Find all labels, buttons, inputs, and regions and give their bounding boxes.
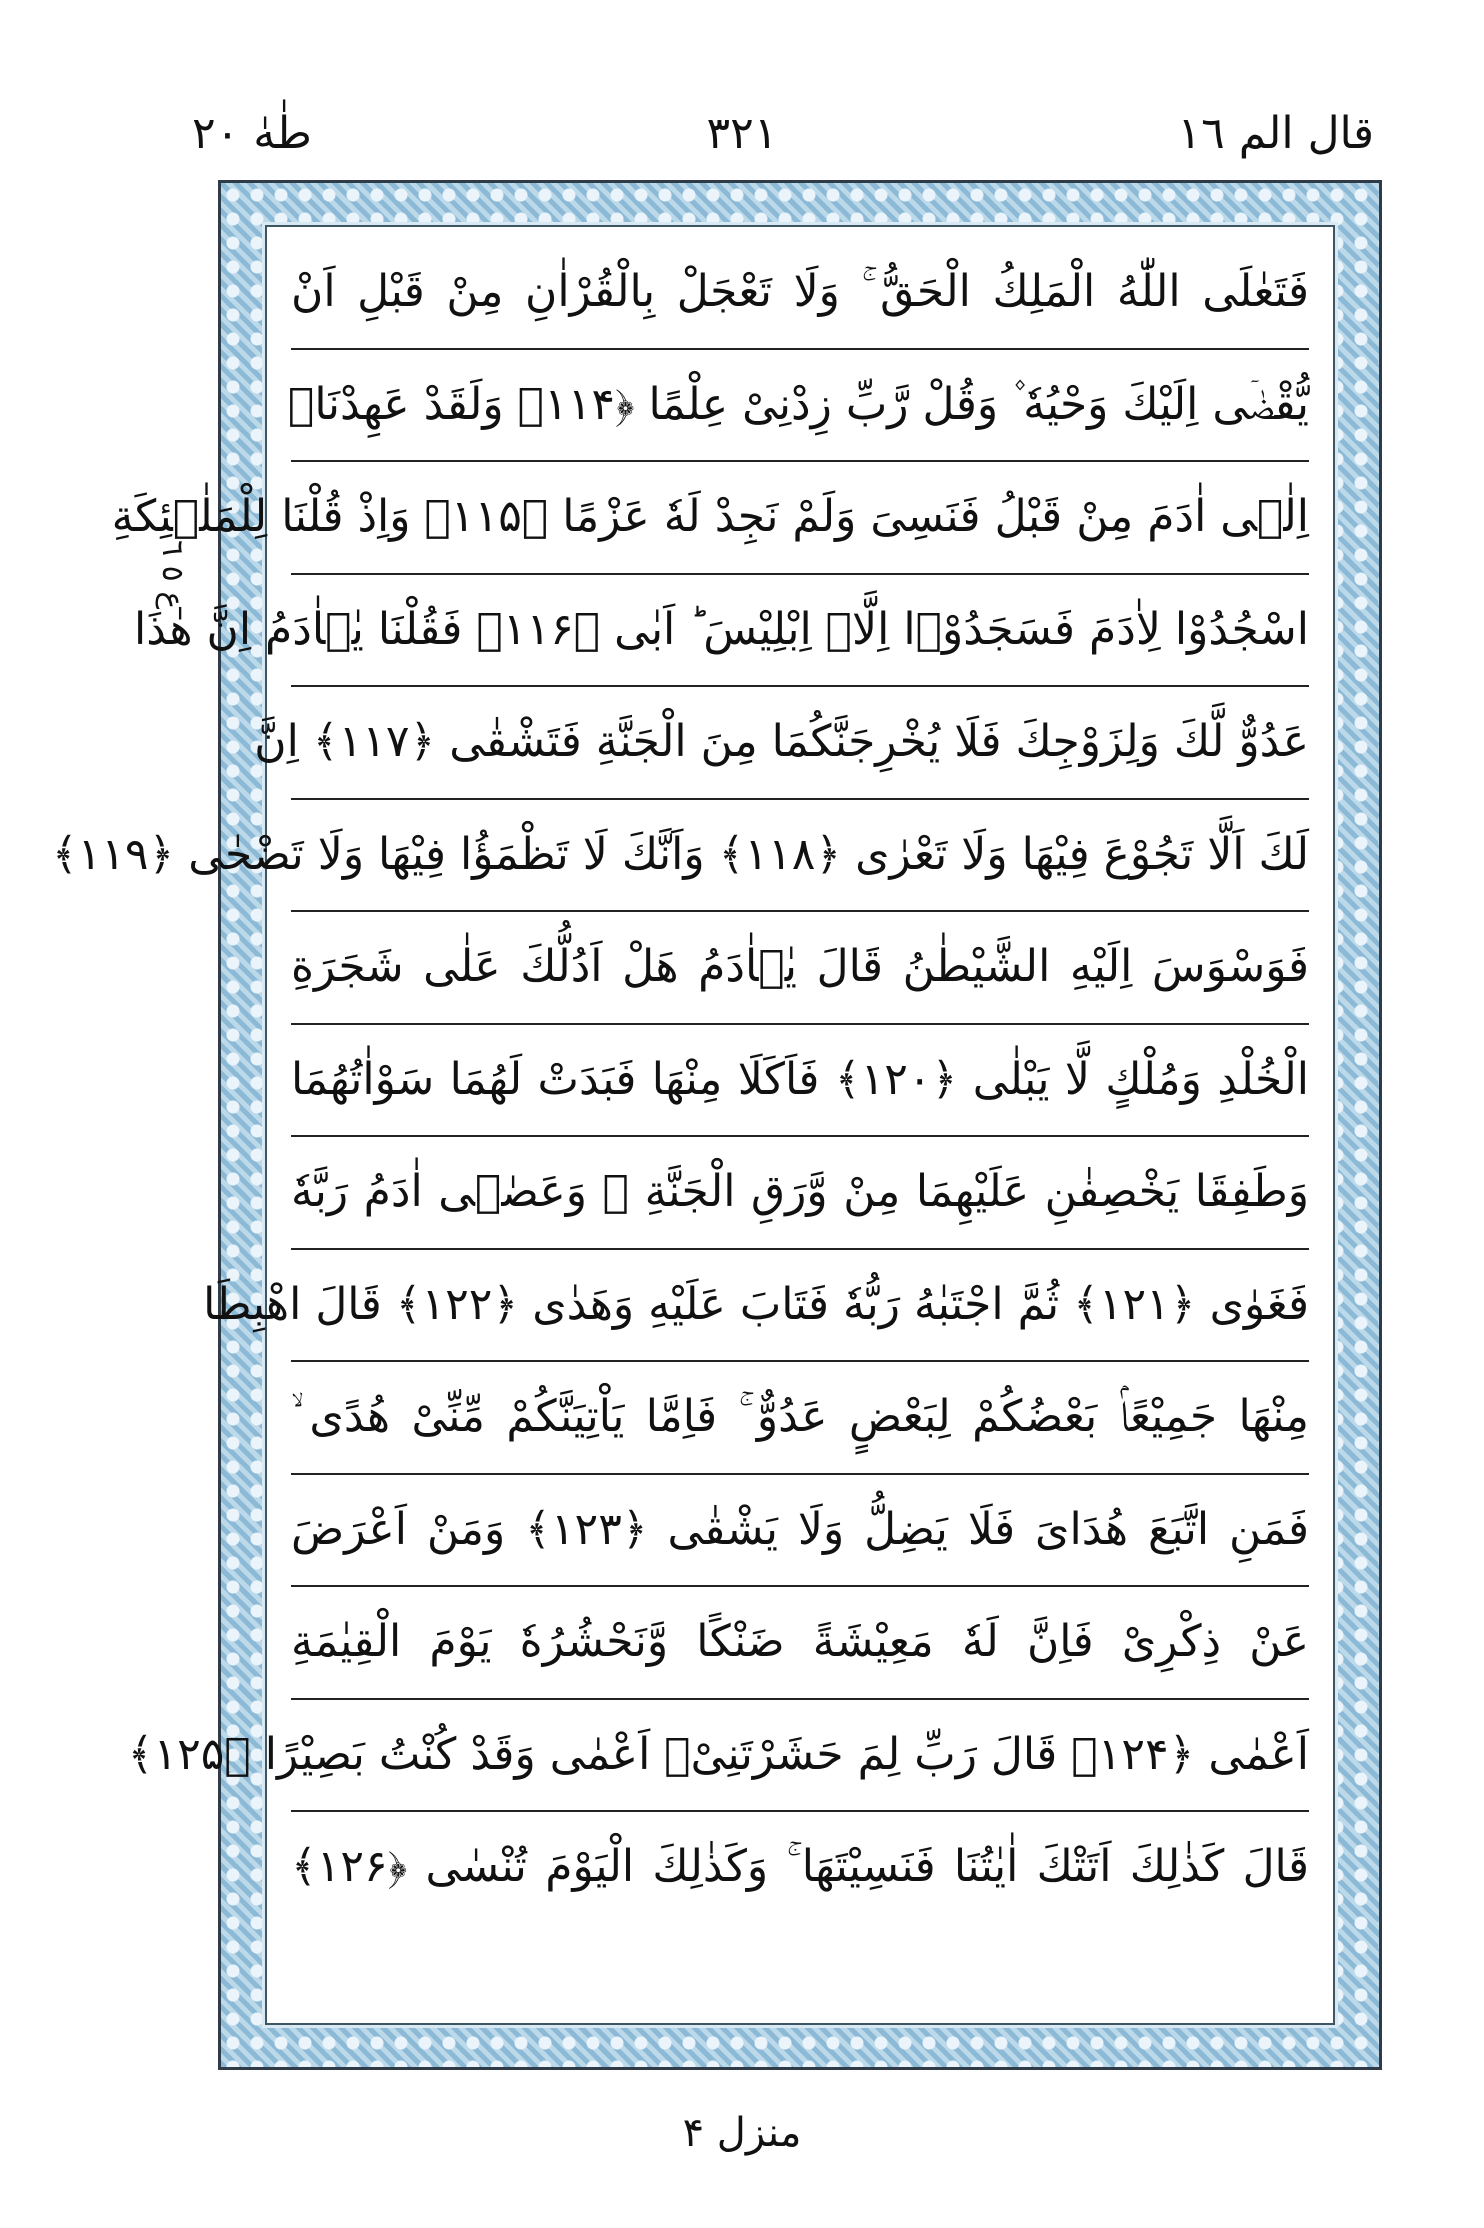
- verse-line: مِنْهَا جَمِيْعًاۢ بَعْضُكُمْ لِبَعْضٍ عَدُوٌّ ۚ فَاِمَّا يَاْتِيَنَّكُمْ مِّنِّىْ هُدًى ۙ: [291, 1362, 1309, 1475]
- verse-line: عَنْ ذِكْرِىْ فَاِنَّ لَهٗ مَعِيْشَةً ضَنْكًا وَّنَحْشُرُهٗ يَوْمَ الْقِيٰمَةِ: [291, 1587, 1309, 1700]
- verse-line: يُّقْضٰۤى اِلَيْكَ وَحْيُهٗ ۫ وَقُلْ رَّبِّ زِدْنِىْ عِلْمًا ﴿۱۱۴﴾ وَلَقَدْ عَهِدْنَاۤ: [291, 350, 1309, 463]
- verse-line: اسْجُدُوْا لِاٰدَمَ فَسَجَدُوْۤا اِلَّاۤ اِبْلِيْسَ ؕ اَبٰى ﴿۱۱۶﴾ فَقُلْنَا يٰۤاٰدَمُ اِنَّ هٰذَا: [291, 575, 1309, 688]
- verse-line: الْخُلْدِ وَمُلْكٍ لَّا يَبْلٰى ﴿۱۲۰﴾ فَاَكَلَا مِنْهَا فَبَدَتْ لَهُمَا سَوْاٰتُهُمَا: [291, 1025, 1309, 1138]
- ruku-marker: ع ٥ ٦: [155, 540, 190, 610]
- verse-line: قَالَ كَذٰلِكَ اَتَتْكَ اٰيٰتُنَا فَنَسِيْتَهَا ۚ وَكَذٰلِكَ الْيَوْمَ تُنْسٰى ﴿۱۲۶﴾: [291, 1841, 1309, 1892]
- verse-line: فَمَنِ اتَّبَعَ هُدَاىَ فَلَا يَضِلُّ وَلَا يَشْقٰى ﴿۱۲۳﴾ وَمَنْ اَعْرَضَ: [291, 1475, 1309, 1588]
- verse-line: وَطَفِقَا يَخْصِفٰنِ عَلَيْهِمَا مِنْ وَّرَقِ الْجَنَّةِ ۫ وَعَصٰۤى اٰدَمُ رَبَّهٗ: [291, 1137, 1309, 1250]
- verse-line: فَوَسْوَسَ اِلَيْهِ الشَّيْطٰنُ قَالَ يٰۤاٰدَمُ هَلْ اَدُلُّكَ عَلٰى شَجَرَةِ: [291, 912, 1309, 1025]
- verse-line: فَغَوٰى ﴿۱۲۱﴾ ثُمَّ اجْتَبٰهُ رَبُّهٗ فَتَابَ عَلَيْهِ وَهَدٰى ﴿۱۲۲﴾ قَالَ اهْبِطَا: [291, 1250, 1309, 1363]
- verse-line: اِلٰۤى اٰدَمَ مِنْ قَبْلُ فَنَسِىَ وَلَمْ نَجِدْ لَهٗ عَزْمًا ﴿۱۱۵﴾ وَاِذْ قُلْنَا لِلْمَلٰۤئِكَةِ: [291, 462, 1309, 575]
- page-number: ٣٢١: [706, 108, 778, 159]
- verse-line: لَكَ اَلَّا تَجُوْعَ فِيْهَا وَلَا تَعْرٰى ﴿۱۱۸﴾ وَاَنَّكَ لَا تَظْمَؤُا فِيْهَا وَلَا تَضْحٰى ﴿۱۱۹﴾: [291, 800, 1309, 913]
- surah-label: طٰهٰ ٢٠: [192, 108, 312, 159]
- verse-line: اَعْمٰى ﴿۱۲۴﴾ قَالَ رَبِّ لِمَ حَشَرْتَنِىْۤ اَعْمٰى وَقَدْ كُنْتُ بَصِيْرًا ﴿۱۲۵﴾: [291, 1700, 1309, 1813]
- verse-line: فَتَعٰلَى اللّٰهُ الْمَلِكُ الْحَقُّ ۚ وَلَا تَعْجَلْ بِالْقُرْاٰنِ مِنْ قَبْلِ اَنْ: [291, 237, 1309, 350]
- juz-label: قال الم ١٦: [1177, 108, 1374, 159]
- verse-line: عَدُوٌّ لَّكَ وَلِزَوْجِكَ فَلَا يُخْرِجَنَّكُمَا مِنَ الْجَنَّةِ فَتَشْقٰى ﴿۱۱۷﴾ اِنَّ: [291, 687, 1309, 800]
- manzil-label: منزل ۴: [682, 2110, 802, 2156]
